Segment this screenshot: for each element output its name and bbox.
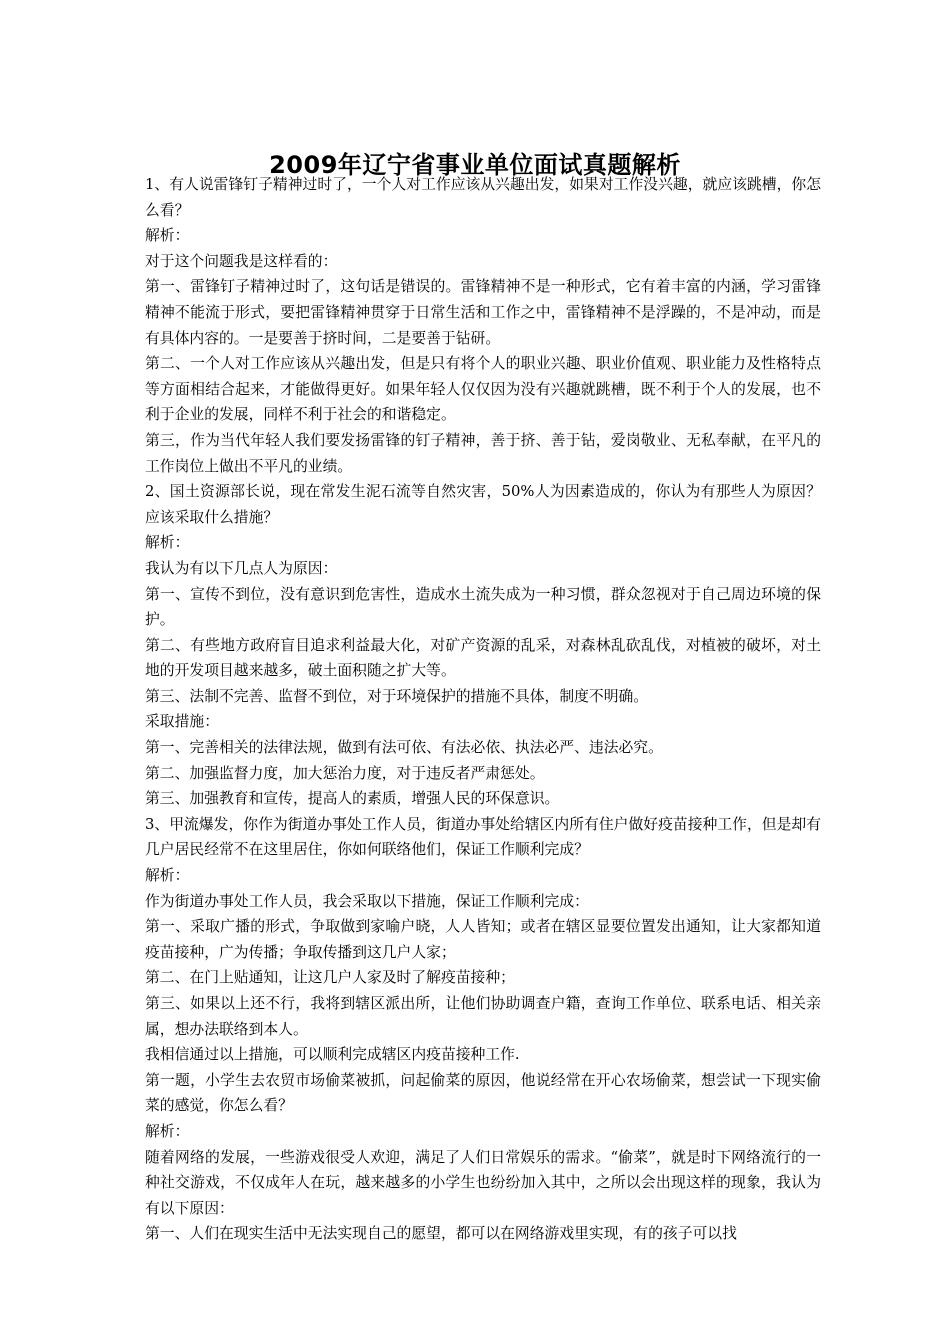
body-paragraph: 第一、人们在现实生活中无法实现自己的愿望，都可以在网络游戏里实现，有的孩子可以找 (145, 1225, 737, 1243)
document-body (145, 172, 821, 1247)
document-title: 2009年辽宁省事业单位面试真题解析 (269, 151, 681, 180)
body-paragraph: 第一、宣传不到位，没有意识到危害性，造成水土流失成为一种习惯，群众忽视对于自己周边环境的保护。 (145, 585, 821, 629)
body-paragraph: 第一题，小学生去农贸市场偷菜被抓，问起偷菜的原因，他说经常在开心农场偷菜，想尝试一下现实偷菜的感觉，你怎么看？ (145, 1071, 821, 1115)
body-paragraph: 我认为有以下几点人为原因： (145, 559, 338, 577)
body-paragraph: 解析： (145, 867, 190, 885)
body-paragraph: 作为街道办事处工作人员，我会采取以下措施，保证工作顺利完成： (145, 892, 589, 910)
body-paragraph: 第三、加强教育和宣传，提高人的素质，增强人民的环保意识。 (145, 790, 560, 808)
body-paragraph: 我相信通过以上措施，可以顺利完成辖区内疫苗接种工作. (145, 1046, 520, 1064)
body-paragraph: 第三、法制不完善、监督不到位，对于环境保护的措施不具体，制度不明确。 (145, 687, 649, 705)
body-paragraph: 第三、如果以上还不行，我将到辖区派出所，让他们协助调查户籍，查询工作单位、联系电话、相关亲属，想办法联络到本人。 (145, 995, 821, 1038)
body-paragraph: 解析： (145, 227, 190, 245)
body-paragraph: 解析： (145, 534, 190, 552)
body-paragraph: 对于这个问题我是这样看的： (145, 252, 338, 270)
body-paragraph: 2、国土资源部长说，现在常发生泥石流等自然灾害，50%人为因素造成的，你认为有那些人为原因？应该采取什么措施？ (145, 483, 821, 526)
body-paragraph: 3、甲流爆发，你作为街道办事处工作人员，街道办事处给辖区内所有住户做好疫苗接种工作，但是却有几户居民经常不在这里居住，你如何联络他们，保证工作顺利完成？ (145, 815, 821, 859)
body-paragraph: 1、有人说雷锋钉子精神过时了，一个人对工作应该从兴趣出发，如果对工作没兴趣，就应该跳槽，你怎么看？ (145, 176, 821, 219)
body-paragraph: 第三，作为当代年轻人我们要发扬雷锋的钉子精神，善于挤、善于钻，爱岗敬业、无私奉献，在平凡的工作岗位上做出不平凡的业绩。 (145, 431, 821, 475)
body-paragraph: 第二、有些地方政府盲目追求利益最大化，对矿产资源的乱采，对森林乱砍乱伐，对植被的破坏，对土地的开发项目越来越多，破土面积随之扩大等。 (145, 636, 821, 680)
body-paragraph: 解析： (145, 1122, 190, 1140)
body-paragraph: 第二、在门上贴通知，让这几户人家及时了解疫苗接种； (145, 969, 515, 987)
body-paragraph: 第一、采取广播的形式，争取做到家喻户晓，人人皆知；或者在辖区显要位置发出通知，让大家都知道疫苗接种，广为传播；争取传播到这几户人家； (145, 918, 821, 961)
body-paragraph: 随着网络的发展，一些游戏很受人欢迎，满足了人们日常娱乐的需求。“偷菜”，就是时下网络流行的一种社交游戏，不仅成年人在玩，越来越多的小学生也纷纷加入其中，之所以会出现这样的现象，我认为有以下原因： (145, 1148, 821, 1217)
body-paragraph: 采取措施： (145, 713, 219, 731)
body-paragraph: 第二、一个人对工作应该从兴趣出发，但是只有将个人的职业兴趣、职业价值观、职业能力及性格特点等方面相结合起来，才能做得更好。如果年轻人仅仅因为没有兴趣就跳槽，既不利于个人的发展，也不利于企业的发展，同样不利于社会的和谐稳定。 (145, 355, 821, 424)
body-paragraph: 第一、雷锋钉子精神过时了，这句话是错误的。雷锋精神不是一种形式，它有着丰富的内涵，学习雷锋精神不能流于形式，要把雷锋精神贯穿于日常生活和工作之中，雷锋精神不是浮躁的，不是冲动，而是有具体内容的。一是要善于挤时间，二是要善于钻研。 (145, 278, 821, 347)
body-paragraph: 第一、完善相关的法律法规，做到有法可依、有法必依、执法必严、违法必究。 (145, 739, 663, 757)
body-paragraph: 第二、加强监督力度，加大惩治力度，对于违反者严肃惩处。 (145, 764, 545, 782)
